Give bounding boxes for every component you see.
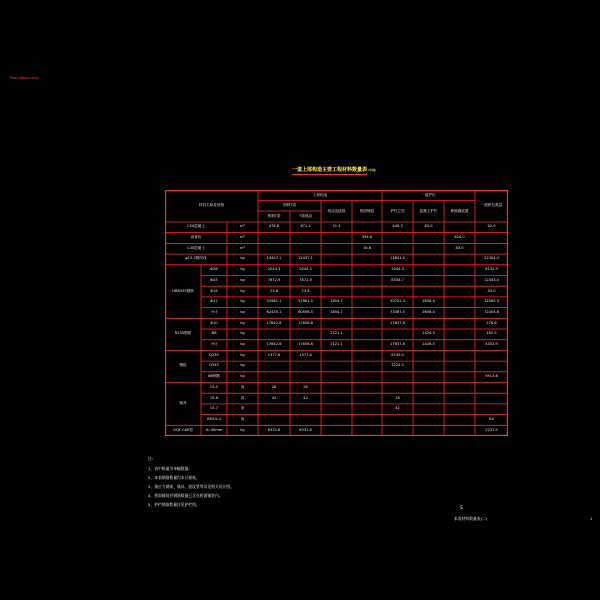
row-value: 7872.9 bbox=[267, 278, 281, 283]
row-unit: kg bbox=[240, 299, 245, 304]
row-value: 50702.3 bbox=[390, 299, 405, 304]
header-sub: 护栏立柱 bbox=[390, 208, 405, 213]
row-spec: 15-7 bbox=[209, 406, 219, 411]
row-spec: 小计 bbox=[210, 310, 218, 315]
footer-mark: S bbox=[460, 505, 463, 510]
header-sub: 预制T梁 bbox=[283, 202, 296, 207]
row-unit: 套 bbox=[240, 385, 245, 390]
row-value: 8334.7 bbox=[391, 278, 404, 283]
row-unit: kg bbox=[240, 310, 245, 315]
row-unit: kg bbox=[240, 288, 245, 293]
row-spec: Φ10 bbox=[210, 320, 218, 325]
note-item: 1、表中数量为单幅数量。 bbox=[148, 466, 193, 471]
row-value: 83.0 bbox=[424, 224, 433, 229]
header-material: 材料名称及规格 bbox=[198, 203, 225, 208]
row-value: 28 bbox=[271, 385, 277, 390]
row-value: 16.8 bbox=[362, 245, 372, 250]
row-value: 2237.0 bbox=[485, 427, 498, 432]
row-value: 23.8 bbox=[301, 288, 310, 293]
row-value: 12437.1 bbox=[298, 256, 313, 261]
row-value: 51.4 bbox=[332, 224, 341, 229]
material-table bbox=[165, 190, 508, 436]
row-value: 43.0 bbox=[487, 288, 496, 293]
row-value: 6332.8 bbox=[267, 427, 281, 432]
row-value: 476.8 bbox=[268, 224, 280, 229]
row-value: 6132.9 bbox=[485, 267, 498, 272]
row-value: 276.6 bbox=[486, 320, 497, 325]
footer-drawing-name: 本表材料数量表(二) bbox=[454, 516, 488, 521]
row-value: 2658.4 bbox=[422, 299, 435, 304]
row-unit: 套 bbox=[240, 406, 245, 411]
row-value: 440.3 bbox=[392, 224, 403, 229]
note-item: 3、预应力钢束、锚具、波纹管等详见相关设计图。 bbox=[148, 484, 234, 489]
row-unit: m³ bbox=[240, 224, 245, 229]
row-value: 62435.1 bbox=[266, 310, 282, 315]
row-value: 162.5 bbox=[486, 331, 497, 336]
row-value: 11841.0 bbox=[390, 256, 405, 261]
note-item: 5、护栏钢筋数量详见护栏图。 bbox=[148, 502, 200, 507]
row-value: 2121.1 bbox=[330, 342, 343, 347]
row-spec: BM15-4 bbox=[207, 417, 221, 422]
row-value: 2426.5 bbox=[422, 342, 435, 347]
row-spec: Φ16 bbox=[210, 288, 218, 293]
header-sub: T梁现浇 bbox=[299, 213, 312, 218]
row-value: 2044.3 bbox=[267, 267, 281, 272]
row-unit: kg bbox=[240, 427, 245, 432]
row-spec: d=30mm bbox=[205, 427, 223, 432]
title-underline bbox=[292, 174, 367, 175]
row-spec: 小计 bbox=[210, 342, 218, 347]
row-value: 60556.5 bbox=[298, 310, 313, 315]
row-value: 1854.7 bbox=[330, 299, 343, 304]
table-title: 一道上部构造主要工程材料数量表 bbox=[292, 167, 368, 173]
row-value: 624.0 bbox=[454, 235, 465, 240]
row-value: 83.0 bbox=[455, 245, 464, 250]
row-material-name: 沥青砼 bbox=[190, 235, 202, 240]
row-spec: Φ8钢筋 bbox=[207, 374, 221, 379]
row-material-name: φ15.2钢绞线 bbox=[185, 256, 207, 261]
row-value: 23.8 bbox=[269, 288, 279, 293]
header-group: 一道护栏 bbox=[421, 192, 436, 197]
row-material-name: C40混凝土 bbox=[187, 245, 205, 250]
row-spec: Φ28 bbox=[210, 267, 218, 272]
header-sub: 预制T梁 bbox=[267, 213, 281, 218]
row-value: 28 bbox=[395, 395, 400, 400]
row-value: 394.8 bbox=[361, 235, 373, 240]
row-value: 17656.6 bbox=[298, 342, 313, 347]
header-total: 一道桥总数量 bbox=[480, 203, 503, 208]
row-value: 12585.3 bbox=[484, 299, 499, 304]
row-value: 6745.0 bbox=[391, 352, 404, 357]
row-value: 42.9 bbox=[487, 224, 496, 229]
row-material-name: R235钢筋 bbox=[174, 331, 192, 336]
row-spec: Φ8 bbox=[211, 331, 217, 336]
row-value: 3224.0 bbox=[391, 363, 404, 368]
row-value: 1377.6 bbox=[267, 352, 281, 357]
row-value: 2426.5 bbox=[422, 331, 435, 336]
row-unit: kg bbox=[240, 320, 245, 325]
header-group: 上部构造 bbox=[312, 192, 328, 197]
row-value: 52961.1 bbox=[266, 299, 282, 304]
row-unit: 套 bbox=[240, 395, 245, 400]
row-unit: kg bbox=[240, 363, 245, 368]
row-value: 7872.9 bbox=[299, 278, 312, 283]
row-spec: 15-6 bbox=[209, 395, 219, 400]
row-spec: Φ12 bbox=[210, 299, 218, 304]
row-value: 17637.8 bbox=[390, 320, 405, 325]
row-value: 1377.6 bbox=[299, 352, 312, 357]
row-spec: Q345 bbox=[209, 363, 219, 368]
row-material-name: GQF-C80型 bbox=[173, 427, 193, 432]
row-material-name: C50混凝土 bbox=[187, 224, 205, 229]
drawing-stamp: Road Works Assy bbox=[10, 76, 39, 80]
row-spec: 15-5 bbox=[209, 385, 219, 390]
row-unit: kg bbox=[240, 267, 245, 272]
row-unit: m³ bbox=[240, 245, 245, 250]
row-unit: kg bbox=[240, 278, 245, 283]
footer-page-number: 1 bbox=[590, 516, 593, 521]
row-value: 2044.3 bbox=[391, 267, 404, 272]
row-value: 12343.0 bbox=[484, 278, 499, 283]
row-value: 1854.7 bbox=[330, 310, 343, 315]
row-value: 2121.1 bbox=[330, 331, 343, 336]
row-unit: m³ bbox=[240, 235, 245, 240]
row-value: 72304.6 bbox=[484, 310, 499, 315]
row-value: 5913.6 bbox=[485, 374, 498, 379]
row-value: 17642.6 bbox=[266, 342, 282, 347]
row-unit: kg bbox=[240, 331, 245, 336]
row-spec: Q235 bbox=[209, 352, 219, 357]
row-value: 17637.8 bbox=[390, 342, 405, 347]
row-value: 2044.3 bbox=[299, 267, 312, 272]
row-value: 671.1 bbox=[300, 224, 311, 229]
row-unit: kg bbox=[240, 342, 245, 347]
title-unit: (单幅) bbox=[368, 168, 377, 172]
row-material-name: 锚具 bbox=[179, 401, 187, 406]
row-unit: 套 bbox=[240, 417, 245, 422]
row-value: 42 bbox=[271, 395, 277, 400]
header-sub: 桥面铺装 bbox=[359, 208, 375, 213]
row-value: 84 bbox=[489, 417, 494, 422]
row-unit: kg bbox=[240, 256, 245, 261]
header-sub: 混凝土护栏 bbox=[419, 208, 438, 213]
row-value: 52961.5 bbox=[298, 299, 313, 304]
notes-heading: 注: bbox=[148, 456, 154, 461]
row-value: 2658.4 bbox=[422, 310, 435, 315]
row-unit: kg bbox=[240, 374, 245, 379]
row-value: 42 bbox=[303, 395, 308, 400]
note-item: 2、本表钢筋数量均未计损耗。 bbox=[148, 475, 200, 480]
row-value: 6332.8 bbox=[299, 427, 312, 432]
row-value: 17642.6 bbox=[266, 320, 282, 325]
row-value: 4352.9 bbox=[485, 342, 498, 347]
row-material-name: HRB335钢筋 bbox=[172, 288, 194, 293]
note-item: 4、桥面铺装层钢筋数量已含在桥面铺装内。 bbox=[148, 493, 223, 498]
row-value: 13457.1 bbox=[266, 256, 282, 261]
header-sub: 伸缩缝装置 bbox=[450, 208, 469, 213]
header-sub: 现浇连续段 bbox=[327, 208, 346, 213]
row-unit: kg bbox=[240, 352, 245, 357]
row-value: 17656.6 bbox=[298, 320, 313, 325]
row-spec: Φ25 bbox=[210, 278, 218, 283]
row-value: 73367.5 bbox=[390, 310, 405, 315]
row-value: 42 bbox=[395, 406, 400, 411]
row-value: 28 bbox=[303, 385, 308, 390]
row-value: 22304.4 bbox=[484, 256, 499, 261]
row-material-name: 钢板 bbox=[179, 363, 187, 368]
